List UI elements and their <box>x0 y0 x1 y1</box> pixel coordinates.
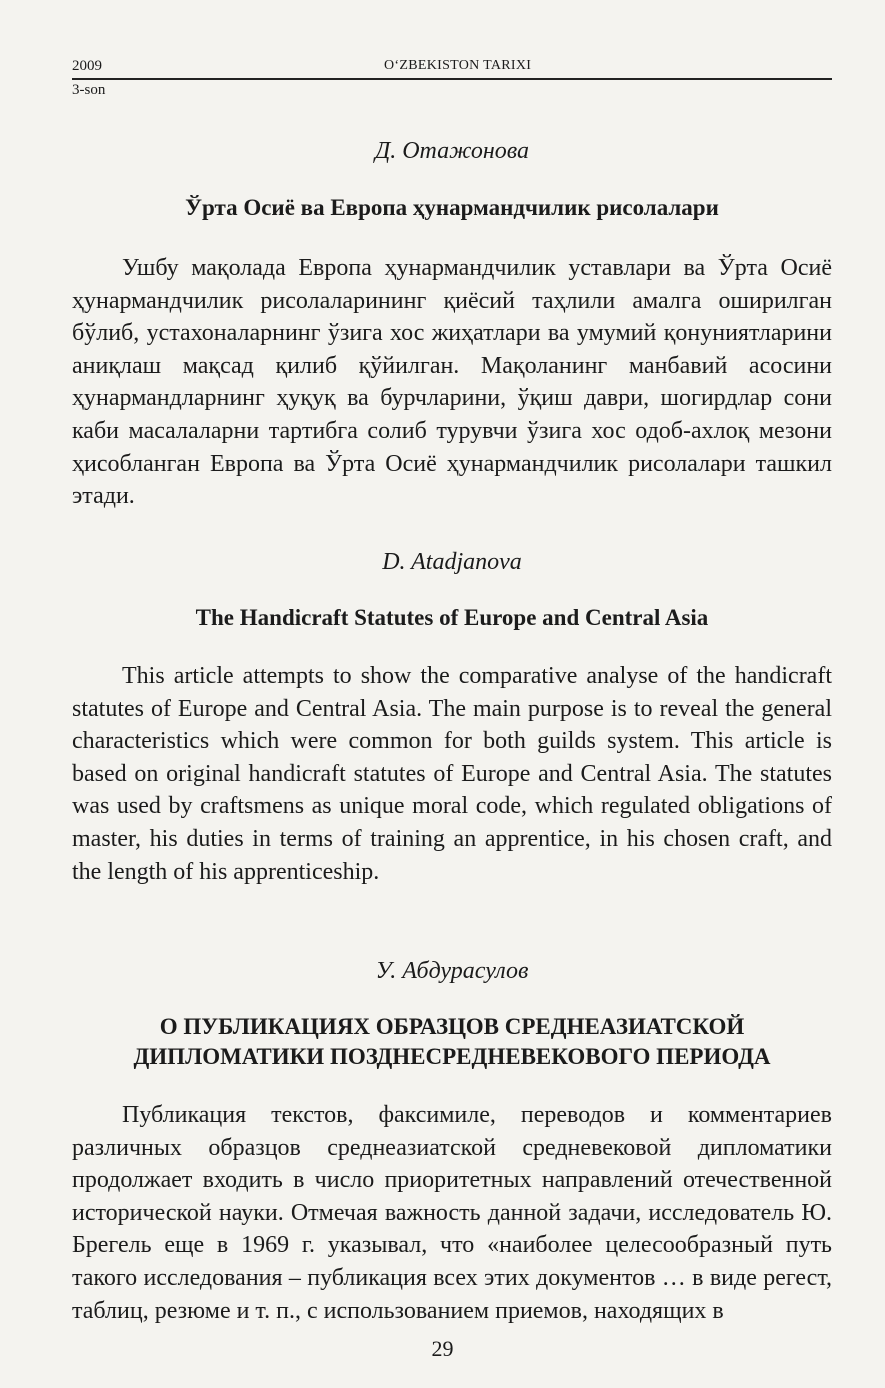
article-3-body: Публикация текстов, факсимиле, переводов и комментариев различных образцов среднеазиатской средневековой дипломатики продолжает входить в число приоритетных направлений отечественной исторической науки. Отмечая важность данной задачи, исследователь Ю. Брегель еще в 1969 г. указывал, что «наиболее целесообразный путь такого исследования – публикация всех этих документов … в виде регест, таблиц, резюме и т. п., с использованием приемов, находящих в <box>72 1102 832 1324</box>
article-2-author: D. Atadjanova <box>382 549 522 575</box>
article-3-author: У. Абдурасулов <box>375 958 529 984</box>
article-2-title: The Handicraft Statutes of Europe and Central Asia <box>195 605 709 630</box>
article-3-title-line-1: О ПУБЛИКАЦИЯХ ОБРАЗЦОВ СРЕДНЕАЗИАТСКОЙ <box>159 1014 745 1039</box>
article-3-title-line-2: ДИПЛОМАТИКИ ПОЗДНЕСРЕДНЕВЕКОВОГО ПЕРИОДА <box>133 1044 771 1069</box>
page-number: 29 <box>431 1336 454 1361</box>
article-2-abstract: This article attempts to show the comparative analyse of the handicraft statutes of Europe and Central Asia. The main purpose is to reveal the general characteristics which were common for both guilds system. This article is based on original handicraft statutes of Europe and Central Asia. The statutes was used by craftsmens as unique moral code, which regulated obligations of master, his duties in terms of training an apprentice, in his chosen craft, and the length of his apprenticeship. <box>72 663 832 885</box>
article-1-title: Ўрта Осиё ва Европа ҳунармандчилик рисолалари <box>185 195 719 220</box>
header-rule <box>72 78 832 80</box>
header-journal-title: O‘ZBEKISTON TARIXI <box>384 58 532 73</box>
article-1-abstract: Ушбу мақолада Европа ҳунармандчилик уставлари ва Ўрта Осиё ҳунармандчилик рисолаларининг қиёсий таҳлили амалга оширилган бўлиб, устахоналарнинг ўзига хос жиҳатлари ва умумий қонуниятларини аниқлаш мақсад қилиб қўйилган. Мақоланинг манбавий асосини ҳунармандларнинг ҳуқуқ ва бурчларини, ўқиш даври, шогирдлар сони каби масалаларни тартибга солиб турувчи ўзига хос одоб-ахлоқ мезони ҳисобланган Европа ва Ўрта Осиё ҳунармандчилик рисолалари ташкил этади. <box>72 255 832 510</box>
running-header <box>72 58 832 78</box>
header-year: 2009 <box>72 58 102 74</box>
article-1-author: Д. Отажонова <box>374 138 530 164</box>
article-3-title <box>72 1012 832 1072</box>
header-issue: 3-son <box>72 82 106 98</box>
